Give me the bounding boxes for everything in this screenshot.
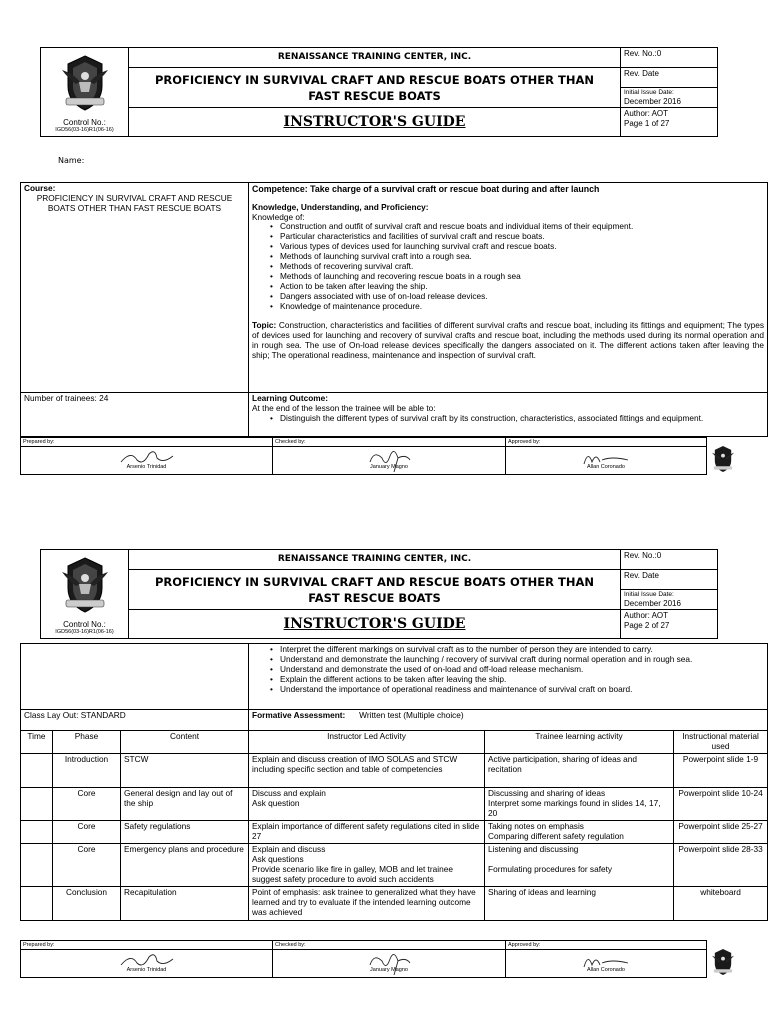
cell-material: Powerpoint slide 25-27 [674,820,768,843]
guide-title: INSTRUCTOR'S GUIDE [283,615,466,632]
list-item: • Construction and outfit of survival craft and rescue boats and individual items of their equipment. [252,222,764,232]
page-header [40,549,718,639]
cell-instructor: Explain importance of different safety regulations cited in slide 27 [249,820,485,843]
course-title-cell [129,570,621,610]
control-number-value: IGD56(03-16)R1(06-16) [55,127,114,134]
list-item: • Interpret the different markings on survival craft as to the number of person they are intended to carry. [252,645,764,655]
list-item: • Dangers associated with use of on-load release devices. [252,292,764,302]
rev-no: Rev. No.:0 [621,550,718,570]
course-text: PROFICIENCY IN SURVIVAL CRAFT AND RESCUE BOATS OTHER THAN FAST RESCUE BOATS [36,192,233,213]
list-item: • Methods of launching and recovering rescue boats in a rough sea [252,272,764,282]
cell-phase: Conclusion [53,886,121,920]
topic-label: Topic: [252,320,277,331]
prepared-by-label: Prepared by: [21,438,272,447]
cell-phase: Core [53,787,121,820]
formative-assessment [249,710,768,731]
trainees-count: Number of trainees: 24 [21,393,249,437]
course-label: Course: [24,183,56,193]
checked-by-name: January Magno [370,967,408,974]
cell-material: Powerpoint slide 10-24 [674,787,768,820]
column-header: Time [21,731,53,754]
prepared-by-cell [21,941,273,978]
outcome-left-cell [21,644,249,710]
approved-by-cell [506,941,707,978]
author: Author: AOT [624,109,669,119]
cell-phase: Introduction [53,753,121,787]
outcome-continued-cell [249,644,768,710]
table-row [21,843,768,886]
column-header: Instructor Led Activity [249,731,485,754]
initial-issue-cell [621,590,718,610]
company-name-cell [129,550,621,570]
cell-instructor: Explain and discuss creation of IMO SOLAS and STCW including specific section and table of competencies [249,753,485,787]
rev-no: Rev. No.:0 [621,48,718,68]
course-title-line-1: PROFICIENCY IN SURVIVAL CRAFT AND RESCUE BOATS OTHER THAN [154,574,594,589]
course-title-line-2: FAST RESCUE BOATS [308,88,441,103]
cell-time [21,820,53,843]
footer-logo-icon [710,947,736,977]
knowledge-of-label: Knowledge of: [252,211,305,222]
list-item: • Understand and demonstrate the used of on-load and off-load release mechanism. [252,665,764,675]
formative-value: Written test (Multiple choice) [359,710,464,720]
cell-material: Powerpoint slide 1-9 [674,753,768,787]
list-item: • Explain the different actions to be taken after leaving the ship. [252,675,764,685]
control-number-label: Control No.: [63,117,106,127]
company-name: RENAISSANCE TRAINING CENTER, INC. [277,554,472,565]
table-row [21,753,768,787]
table-row [21,820,768,843]
lesson-table [20,643,768,921]
initial-issue-date: December 2016 [624,96,681,106]
formative-label: Formative Assessment: [252,710,346,720]
cell-trainee: Active participation, sharing of ideas and recitation [485,753,674,787]
rev-date: Rev. Date [621,68,718,88]
table-row [21,886,768,920]
cell-trainee: Discussing and sharing of ideas Interpret some markings found in slides 14, 17, 20 [485,787,674,820]
cell-phase: Core [53,843,121,886]
cell-material: whiteboard [674,886,768,920]
cell-material: Powerpoint slide 28-33 [674,843,768,886]
approved-by-name: Allan Coronado [587,967,625,974]
column-header: Instructional material used [674,731,768,754]
cell-instructor: Point of emphasis: ask trainee to generalized what they have learned and try to evaluate if the intended learning outcome was achieved [249,886,485,920]
cell-content: Recapitulation [121,886,249,920]
cell-time [21,787,53,820]
prepared-by-label: Prepared by: [21,941,272,950]
prepared-signature [117,951,177,969]
page-number: Page 2 of 27 [624,620,670,630]
checked-by-cell [273,941,506,978]
cell-trainee: Sharing of ideas and learning [485,886,674,920]
list-item: • Knowledge of maintenance procedure. [252,302,764,312]
cell-content: Emergency plans and procedure [121,843,249,886]
outcome-list [252,645,764,695]
column-header: Content [121,731,249,754]
cell-trainee: Taking notes on emphasis Comparing different safety regulation [485,820,674,843]
course-title-line-2: FAST RESCUE BOATS [308,590,441,605]
logo-cell [41,550,129,639]
list-item: • Understand and demonstrate the launching / recovery of survival craft during normal operation and in rough sea. [252,655,764,665]
approved-by-label: Approved by: [506,438,706,447]
list-item: • Methods of launching survival craft into a rough sea. [252,252,764,262]
prepared-by-name: Arsenio Trinidad [126,967,167,974]
cell-time [21,753,53,787]
approved-by-name: Allan Coronado [587,464,625,471]
signature-block [20,940,739,978]
column-header: Trainee learning activity [485,731,674,754]
cell-time [21,886,53,920]
list-item: • Various types of devices used for launching survival craft and rescue boats. [252,242,764,252]
competence-text: Competence: Take charge of a survival craft or rescue boat during and after launch [252,184,600,194]
list-item: • Distinguish the different types of survival craft by its construction, characteristics, associated fittings and equipment. [252,414,764,424]
checked-by-label: Checked by: [273,438,505,447]
company-name: RENAISSANCE TRAINING CENTER, INC. [277,52,472,63]
initial-issue-label: Initial Issue Date: [624,89,674,96]
prepared-by-name: Arsenio Trinidad [126,464,167,471]
cell-instructor: Discuss and explain Ask question [249,787,485,820]
name-label: Name: [58,156,85,165]
cell-trainee: Listening and discussing Formulating procedures for safety [485,843,674,886]
kup-label: Knowledge, Understanding, and Proficiency: [252,201,429,212]
initial-issue-date: December 2016 [624,598,681,608]
footer-logo-cell [707,941,739,978]
control-number-label: Control No.: [63,619,106,629]
control-number-value: IGD56(03-16)R1(06-16) [55,629,114,636]
course-title-line-1: PROFICIENCY IN SURVIVAL CRAFT AND RESCUE BOATS OTHER THAN [154,72,594,87]
cell-content: STCW [121,753,249,787]
class-layout: Class Lay Out: STANDARD [21,710,249,731]
initial-issue-label: Initial Issue Date: [624,591,674,598]
company-logo [58,554,112,616]
author-page-cell [621,610,718,639]
approved-by-label: Approved by: [506,941,706,950]
page-number: Page 1 of 27 [624,118,670,128]
cell-content: General design and lay out of the ship [121,787,249,820]
cell-phase: Core [53,820,121,843]
outcome-label: Learning Outcome: [252,393,329,403]
list-item: • Methods of recovering survival craft. [252,262,764,272]
list-item: • Action to be taken after leaving the ship. [252,282,764,292]
list-item: • Understand the importance of operational readiness and maintenance of survival craft on board. [252,685,764,695]
cell-instructor: Explain and discuss Ask questions Provide scenario like fire in galley, MOB and let trainee suggest safety procedure to avoid such accidents [249,843,485,886]
author: Author: AOT [624,611,669,621]
checked-by-label: Checked by: [273,941,505,950]
guide-title: INSTRUCTOR'S GUIDE [283,113,466,130]
outcome-intro: At the end of the lesson the trainee will be able to: [252,402,436,413]
table-row [21,787,768,820]
column-header: Phase [53,731,121,754]
list-item: • Particular characteristics and facilities of survival craft and rescue boats. [252,232,764,242]
cell-content: Safety regulations [121,820,249,843]
topic-text: Construction, characteristics and facilities of different survival crafts and rescue boat, including its fittings and equipment; The types of devices used for launching and recovery of survival crafts and rescue boat, including the methods used during its normal operation and in rough sea. The use of On-load release devices specifically the dangers associated on it. The different actions taken after leaving the ship; The operational readiness, maintenance and inspection of survival craft. [252,320,764,360]
cell-time [21,843,53,886]
checked-by-name: January Magno [370,464,408,471]
rev-date: Rev. Date [621,570,718,590]
guide-title-cell [129,610,621,639]
